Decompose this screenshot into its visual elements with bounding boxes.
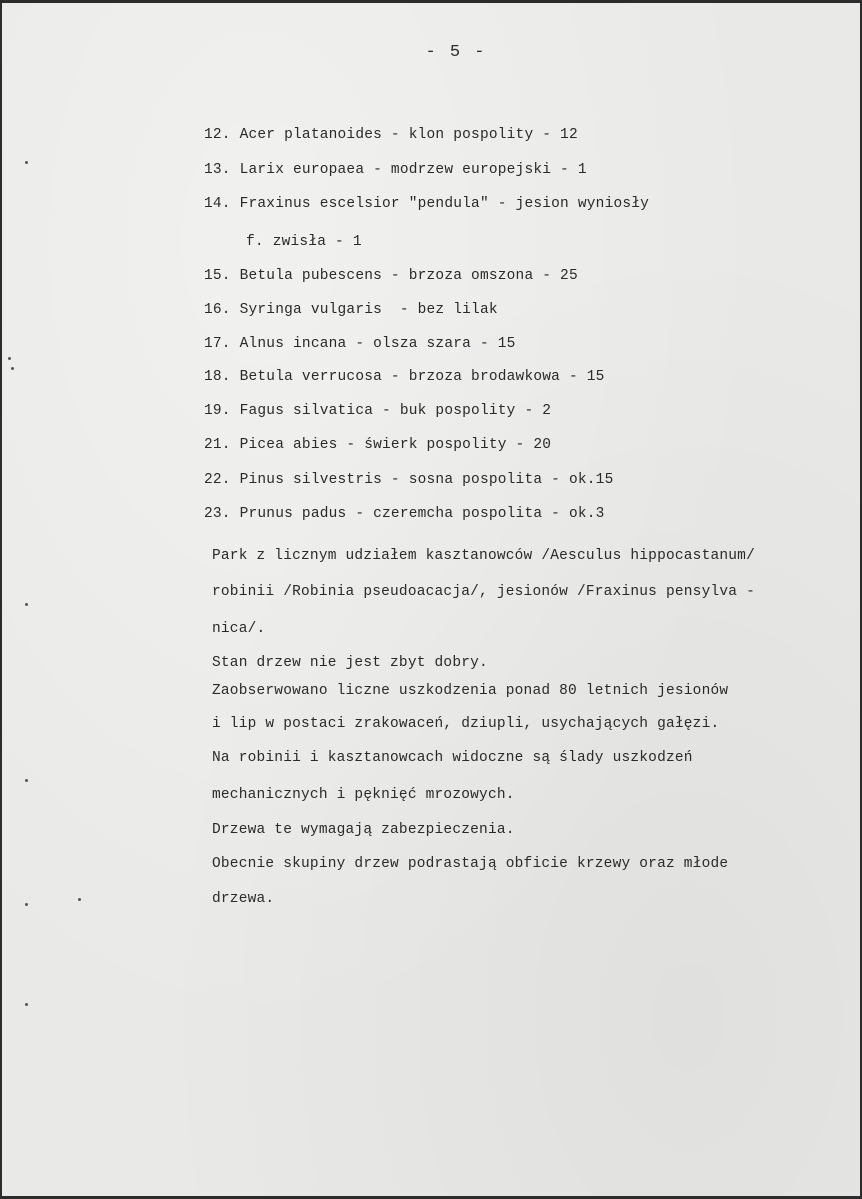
paragraph-line: Drzewa te wymagają zabezpieczenia. — [212, 822, 515, 838]
species-line-continuation: f. zwisła - 1 — [246, 234, 362, 250]
document-page — [2, 3, 860, 1196]
species-line: 21. Picea abies - świerk pospolity - 20 — [204, 437, 552, 453]
species-line: 19. Fagus silvatica - buk pospolity - 2 — [204, 403, 552, 419]
species-line: 23. Prunus padus - czeremcha pospolita - ok.3 — [204, 506, 605, 522]
species-line: 12. Acer platanoides - klon pospolity - 12 — [204, 127, 578, 143]
page-number: - 5 - — [425, 43, 487, 62]
paragraph-line: Obecnie skupiny drzew podrastają obficie krzewy oraz młode — [212, 856, 729, 872]
scan-speck — [25, 161, 28, 164]
scan-speck — [25, 903, 28, 906]
paragraph-line: mechanicznych i pęknięć mrozowych. — [212, 787, 515, 803]
species-line: 17. Alnus incana - olsza szara - 15 — [204, 336, 516, 352]
paragraph-line: Stan drzew nie jest zbyt dobry. — [212, 655, 488, 671]
paragraph-line: nica/. — [212, 621, 266, 637]
species-line: 22. Pinus silvestris - sosna pospolita - ok.15 — [204, 472, 614, 488]
scan-speck — [25, 603, 28, 606]
scan-speck — [11, 367, 14, 370]
paragraph-line: Zaobserwowano liczne uszkodzenia ponad 80 letnich jesionów — [212, 683, 729, 699]
species-line: 18. Betula verrucosa - brzoza brodawkowa - 15 — [204, 369, 605, 385]
scan-speck — [25, 779, 28, 782]
scan-speck — [78, 898, 81, 901]
species-line: 16. Syringa vulgaris - bez lilak — [204, 302, 498, 318]
species-line: 14. Fraxinus escelsior "pendula" - jesion wyniosły — [204, 196, 650, 212]
paragraph-line: i lip w postaci zrakowaceń, dziupli, usychających gałęzi. — [212, 716, 720, 732]
species-line: 15. Betula pubescens - brzoza omszona - 25 — [204, 268, 578, 284]
scan-speck — [8, 357, 11, 360]
paragraph-line: robinii /Robinia pseudoacacja/, jesionów /Fraxinus pensylva - — [212, 584, 755, 600]
paragraph-line: Park z licznym udziałem kasztanowców /Aesculus hippocastanum/ — [212, 548, 755, 564]
species-line: 13. Larix europaea - modrzew europejski - 1 — [204, 162, 587, 178]
scan-speck — [25, 1003, 28, 1006]
paragraph-line: Na robinii i kasztanowcach widoczne są ślady uszkodzeń — [212, 750, 693, 766]
paragraph-line: drzewa. — [212, 891, 275, 907]
